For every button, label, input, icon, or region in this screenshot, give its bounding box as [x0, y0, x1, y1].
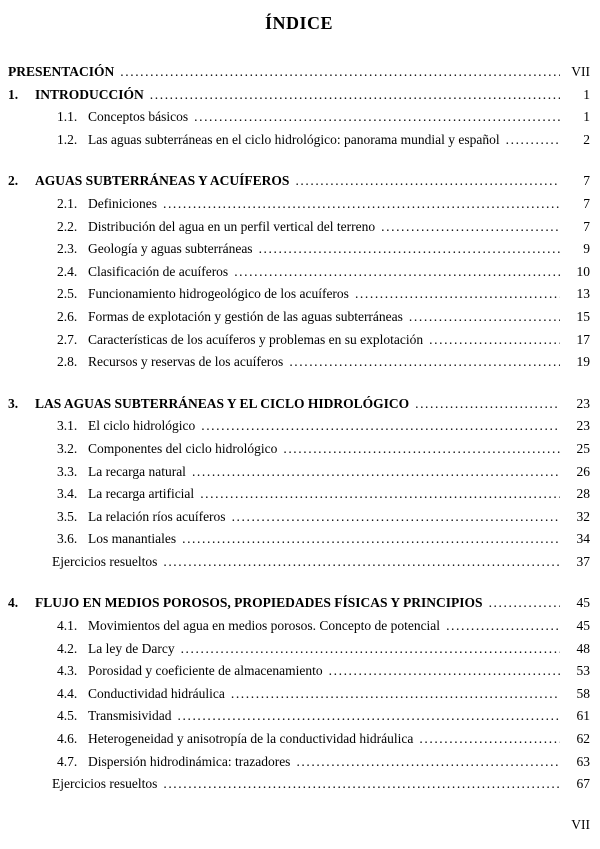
toc-entry — [8, 592, 590, 615]
entry-page-number: VII — [571, 64, 590, 79]
entry-label: PRESENTACIÓN — [8, 64, 115, 79]
dot-leader — [120, 61, 560, 84]
entry-label: Definiciones — [88, 195, 157, 211]
entry-page-number: 32 — [576, 508, 590, 524]
entry-page-number: 58 — [576, 685, 590, 701]
entry-page-number: 23 — [576, 418, 590, 434]
toc-entry — [8, 261, 590, 284]
toc-entry — [8, 238, 590, 261]
entry-number: 4.2. — [57, 640, 78, 656]
entry-page-number: 13 — [576, 286, 590, 302]
toc-entry — [8, 329, 590, 352]
dot-leader — [419, 728, 560, 751]
entry-page-number: 7 — [583, 173, 590, 189]
toc-entry — [8, 438, 590, 461]
entry-page-number: 23 — [576, 395, 590, 411]
dot-leader — [201, 415, 560, 438]
dot-leader — [415, 393, 560, 416]
toc-entry — [8, 638, 590, 661]
dot-leader — [429, 329, 560, 352]
entry-number: 3.3. — [57, 463, 78, 479]
entry-label: LAS AGUAS SUBTERRÁNEAS Y EL CICLO HIDROLÓGICO — [35, 395, 410, 411]
dot-leader — [289, 351, 560, 374]
dot-leader — [181, 638, 560, 661]
entry-label: FLUJO EN MEDIOS POROSOS, PROPIEDADES FÍSICAS Y PRINCIPIOS — [35, 595, 483, 611]
dot-leader — [178, 705, 560, 728]
entry-page-number: 53 — [576, 663, 590, 679]
entry-number: 1.2. — [57, 131, 78, 147]
toc-entry — [8, 506, 590, 529]
entry-number: 4.5. — [57, 708, 78, 724]
entry-page-number: 25 — [576, 440, 590, 456]
entry-label: La recarga natural — [88, 463, 186, 479]
entry-page-number: 45 — [576, 618, 590, 634]
entry-number: 2.8. — [57, 354, 78, 370]
entry-number: 2.1. — [57, 195, 78, 211]
entry-label: Clasificación de acuíferos — [88, 263, 229, 279]
toc-list — [8, 61, 590, 796]
dot-leader — [163, 193, 560, 216]
entry-label: Conceptos básicos — [88, 109, 189, 125]
entry-number: 4.4. — [57, 685, 78, 701]
entry-number: 2.4. — [57, 263, 78, 279]
entry-number: 2.3. — [57, 241, 78, 257]
toc-entry — [8, 660, 590, 683]
dot-leader — [283, 438, 560, 461]
toc-entry — [8, 415, 590, 438]
entry-label: Los manantiales — [88, 531, 177, 547]
entry-page-number: 17 — [576, 331, 590, 347]
entry-label: Heterogeneidad y anisotropía de la conductividad hidráulica — [88, 731, 414, 747]
entry-number: 2.7. — [57, 331, 78, 347]
entry-label: Distribución del agua en un perfil vertical del terreno — [88, 218, 376, 234]
entry-label: La recarga artificial — [88, 486, 195, 502]
entry-number: 2.5. — [57, 286, 78, 302]
entry-page-number: 28 — [576, 486, 590, 502]
entry-number: 2.2. — [57, 218, 78, 234]
toc-entry — [8, 751, 590, 774]
toc-entry — [8, 705, 590, 728]
entry-page-number: 9 — [583, 241, 590, 257]
entry-page-number: 63 — [576, 753, 590, 769]
entry-number: 4.6. — [57, 731, 78, 747]
entry-number: 3.6. — [57, 531, 78, 547]
toc-entry — [8, 773, 590, 796]
dot-leader — [163, 551, 560, 574]
toc-entry — [8, 61, 590, 84]
entry-label: Conductividad hidráulica — [88, 685, 225, 701]
entry-page-number: 7 — [583, 218, 590, 234]
dot-leader — [194, 106, 560, 129]
dot-leader — [234, 261, 560, 284]
toc-entry — [8, 170, 590, 193]
entry-page-number: 19 — [576, 354, 590, 370]
entry-label: El ciclo hidrológico — [88, 418, 196, 434]
page-title: ÍNDICE — [264, 13, 333, 33]
dot-leader — [296, 751, 560, 774]
toc-entry — [8, 129, 590, 152]
toc-entry — [8, 615, 590, 638]
dot-leader — [446, 615, 560, 638]
entry-page-number: 67 — [576, 776, 590, 792]
dot-leader — [182, 528, 560, 551]
dot-leader — [192, 461, 560, 484]
entry-label: Componentes del ciclo hidrológico — [88, 440, 278, 456]
dot-leader — [232, 506, 560, 529]
entry-page-number: 45 — [576, 595, 590, 611]
entry-page-number: 62 — [576, 731, 590, 747]
folio-page-number: VII — [571, 817, 590, 832]
toc-entry — [8, 551, 590, 574]
entry-page-number: 48 — [576, 640, 590, 656]
toc-entry — [8, 106, 590, 129]
toc-entry — [8, 393, 590, 416]
toc-entry — [8, 351, 590, 374]
dot-leader — [381, 216, 560, 239]
toc-entry — [8, 528, 590, 551]
dot-leader — [409, 306, 560, 329]
entry-label: Dispersión hidrodinámica: trazadores — [88, 753, 291, 769]
toc-entry — [8, 216, 590, 239]
entry-label: Transmisividad — [88, 708, 172, 724]
toc-entry — [8, 193, 590, 216]
entry-number: 3.5. — [57, 508, 78, 524]
dot-leader — [231, 683, 560, 706]
entry-number: 3.2. — [57, 440, 78, 456]
entry-page-number: 1 — [583, 109, 590, 125]
dot-leader — [295, 170, 560, 193]
entry-label: La ley de Darcy — [88, 640, 175, 656]
entry-label: Formas de explotación y gestión de las aguas subterráneas — [88, 308, 403, 324]
entry-page-number: 34 — [576, 531, 590, 547]
toc-entry — [8, 683, 590, 706]
entry-label: Geología y aguas subterráneas — [88, 241, 253, 257]
dot-leader — [163, 773, 560, 796]
entry-label: Las aguas subterráneas en el ciclo hidrológico: panorama mundial y español — [88, 131, 500, 147]
entry-label: AGUAS SUBTERRÁNEAS Y ACUÍFEROS — [35, 173, 290, 189]
entry-number: 3. — [8, 395, 19, 411]
entry-page-number: 26 — [576, 463, 590, 479]
entry-number: 4.3. — [57, 663, 78, 679]
entry-number: 3.4. — [57, 486, 78, 502]
toc-entry — [8, 84, 590, 107]
entry-number: 1. — [8, 86, 19, 102]
entry-label: INTRODUCCIÓN — [35, 86, 144, 102]
entry-label: Funcionamiento hidrogeológico de los acuíferos — [88, 286, 349, 302]
entry-page-number: 37 — [576, 553, 590, 569]
entry-page-number: 2 — [583, 131, 590, 147]
entry-page-number: 10 — [576, 263, 590, 279]
toc-entry — [8, 461, 590, 484]
dot-leader — [489, 592, 560, 615]
entry-page-number: 15 — [576, 308, 590, 324]
entry-page-number: 61 — [576, 708, 590, 724]
toc-entry — [8, 728, 590, 751]
entry-page-number: 7 — [583, 195, 590, 211]
entry-label: Recursos y reservas de los acuíferos — [88, 354, 284, 370]
entry-number: 4.7. — [57, 753, 78, 769]
dot-leader — [200, 483, 560, 506]
dot-leader — [150, 84, 560, 107]
entry-label: Ejercicios resueltos — [52, 553, 158, 569]
entry-label: Características de los acuíferos y problemas en su explotación — [88, 331, 424, 347]
entry-number: 2.6. — [57, 308, 78, 324]
entry-label: Movimientos del agua en medios porosos. Concepto de potencial — [88, 618, 441, 634]
toc-entry — [8, 483, 590, 506]
entry-number: 3.1. — [57, 418, 78, 434]
entry-label: Porosidad y coeficiente de almacenamiento — [88, 663, 323, 679]
dot-leader — [355, 283, 560, 306]
toc-entry — [8, 283, 590, 306]
dot-leader — [259, 238, 560, 261]
entry-page-number: 1 — [583, 86, 590, 102]
entry-number: 4.1. — [57, 618, 78, 634]
entry-label: La relación ríos acuíferos — [88, 508, 226, 524]
entry-number: 1.1. — [57, 109, 78, 125]
entry-label: Ejercicios resueltos — [52, 776, 158, 792]
entry-number: 4. — [8, 595, 19, 611]
entry-number: 2. — [8, 173, 19, 189]
dot-leader — [329, 660, 560, 683]
toc-entry — [8, 306, 590, 329]
dot-leader — [506, 129, 560, 152]
